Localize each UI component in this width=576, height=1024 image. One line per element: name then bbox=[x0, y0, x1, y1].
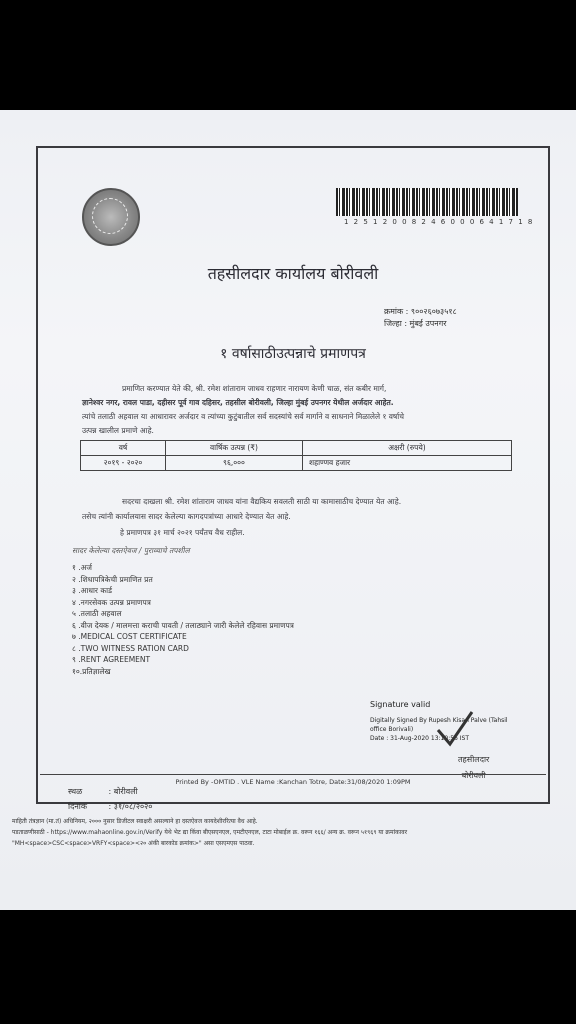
certificate-paper bbox=[0, 110, 576, 910]
body-line: त्यांचे तलाठी अहवाल या आधारावर अर्जदार व त्यांच्या कुटुंबातील सर्व सदस्यांचे सर्व मार्गाने व साधनाने मिळालेले १ वर्षाचे bbox=[82, 412, 404, 421]
barcode bbox=[336, 188, 518, 216]
barcode-number: 1 2 5 1 2 0 0 8 2 4 6 0 0 0 6 4 1 7 1 8 bbox=[344, 218, 534, 226]
date-row bbox=[68, 799, 152, 814]
place-label: स्थळ bbox=[68, 787, 83, 796]
cell-words: शहाण्णव हजार bbox=[303, 456, 512, 471]
verification-footnote bbox=[12, 816, 564, 849]
government-seal-icon bbox=[82, 188, 140, 246]
list-item: ३ .आधार कार्ड bbox=[72, 586, 113, 595]
signature-line: office Borivali) bbox=[370, 726, 414, 733]
list-item: १०.प्रतिज्ञालेख bbox=[72, 666, 111, 676]
signature-line: Digitally Signed By Rupesh Kisan Palve (Tahsil bbox=[370, 717, 508, 724]
footnote-line: "MH<space>CSC<space>VRFY<space><२० अंकी बारकोड क्रमांक>" असा एसएमएस पाठवा. bbox=[12, 840, 255, 847]
signature-checkmark-icon bbox=[434, 708, 476, 750]
column-header-year: वर्ष bbox=[81, 441, 166, 456]
table-row bbox=[81, 456, 512, 471]
signature-line: Date : 31-Aug-2020 13:10:56 IST bbox=[370, 735, 469, 742]
list-item: ४ .नगरसेवक उत्पन्न प्रमाणपत्र bbox=[72, 597, 151, 607]
body-line: प्रमाणित करण्यात येते की, श्री. रमेश शांताराम जाधव राहणार नारायण केणी चाळ, संत कबीर मार्ग, bbox=[122, 384, 387, 393]
purpose-text bbox=[82, 494, 512, 524]
certificate-title: १ वर्षासाठीउत्पन्नाचे प्रमाणपत्र bbox=[220, 346, 366, 362]
designation-title: तहसीलदार bbox=[458, 755, 490, 764]
body-line: उत्पन्न खालील प्रमाणे आहे. bbox=[82, 426, 154, 435]
validity-text: हे प्रमाणपत्र ३१ मार्च २०२१ पर्यंतच वैध राहील. bbox=[120, 528, 245, 537]
income-table bbox=[80, 440, 512, 471]
designation-office: बोरीवली bbox=[461, 771, 486, 780]
documents-list bbox=[72, 562, 294, 677]
column-header-income: वार्षिक उत्पन्न (₹) bbox=[166, 441, 303, 456]
list-item: ८ .TWO WITNESS RATION CARD bbox=[72, 643, 189, 653]
list-item: १ .अर्ज bbox=[72, 563, 92, 572]
place-value: : बोरीवली bbox=[108, 787, 138, 796]
list-item: ६ .वीज देयक / मालमत्ता कराची पावती / तलाठ्याने जारी केलेले रहिवास प्रमाणपत्र bbox=[72, 620, 294, 630]
date-value: : ३१/०८/२०२० bbox=[108, 802, 153, 811]
printed-by-line: Printed By -OMTID . VLE Name :Kanchan Totre, Date:31/08/2020 1:09PM bbox=[40, 774, 546, 789]
footnote-line: माहिती तंत्रज्ञान (मा.तं) अधिनियम, २००० नुसार डिजीटल स्वाक्षरी असल्याने हा दस्तऐवज कायदेशीररित्या वैध आहे. bbox=[12, 818, 258, 825]
office-title: तहसीलदार कार्यालय बोरीवली bbox=[207, 264, 379, 283]
column-header-words: अक्षरी (रुपये) bbox=[303, 441, 512, 456]
list-item: ७ .MEDICAL COST CERTIFICATE bbox=[72, 632, 187, 641]
table-header-row bbox=[81, 441, 512, 456]
purpose-line: तसेच त्यांनी कार्यालयास सादर केलेल्या कागदपत्रांच्या आधारे देण्यात येत आहे. bbox=[82, 512, 291, 521]
signature-valid-label: Signature valid bbox=[370, 700, 431, 709]
list-item: २ .शिधापत्रिकेची प्रमाणित प्रत bbox=[72, 574, 153, 584]
certificate-border bbox=[36, 146, 550, 811]
reference-number: क्रमांक : ९००२६०७३५१८ bbox=[384, 307, 457, 316]
cell-income: ९६,००० bbox=[166, 456, 303, 471]
cell-year: २०१९ - २०२० bbox=[81, 456, 166, 471]
purpose-line: सदरचा दाखला श्री. रमेश शांताराम जाधव यांना वैद्यकिय सवलती साठी या कामासाठीच देण्यात येत आहे. bbox=[122, 497, 402, 506]
date-label: दिनांक bbox=[68, 802, 87, 811]
documents-heading: सादर केलेल्या दस्तऐवज / पुराव्याचे तपशील bbox=[72, 546, 190, 555]
list-item: ५ .तलाठी अहवाल bbox=[72, 609, 122, 618]
list-item: ९ .RENT AGREEMENT bbox=[72, 655, 151, 664]
certificate-body bbox=[82, 382, 502, 438]
body-line: ज्ञानेश्वर नगर, रावल पाडा, दहीसर पूर्व गाव दहिसर, तहसील बोरीवली, जिल्हा मुंबई उपनगर येथील अर्जदार आहेत. bbox=[82, 398, 394, 407]
district-label: जिल्हा : मुंबई उपनगर bbox=[384, 319, 447, 328]
footnote-line: पडताळणीसाठी - https://www.mahaonline.gov.in/Verify येथे भेट द्या किंवा बीएसएनएल, एमटीएनएल, टाटा मोबाईल क्र. वरून १६६/ अन्य क्र. वरून ५१९६९ या क्रमांकावर bbox=[12, 829, 408, 836]
